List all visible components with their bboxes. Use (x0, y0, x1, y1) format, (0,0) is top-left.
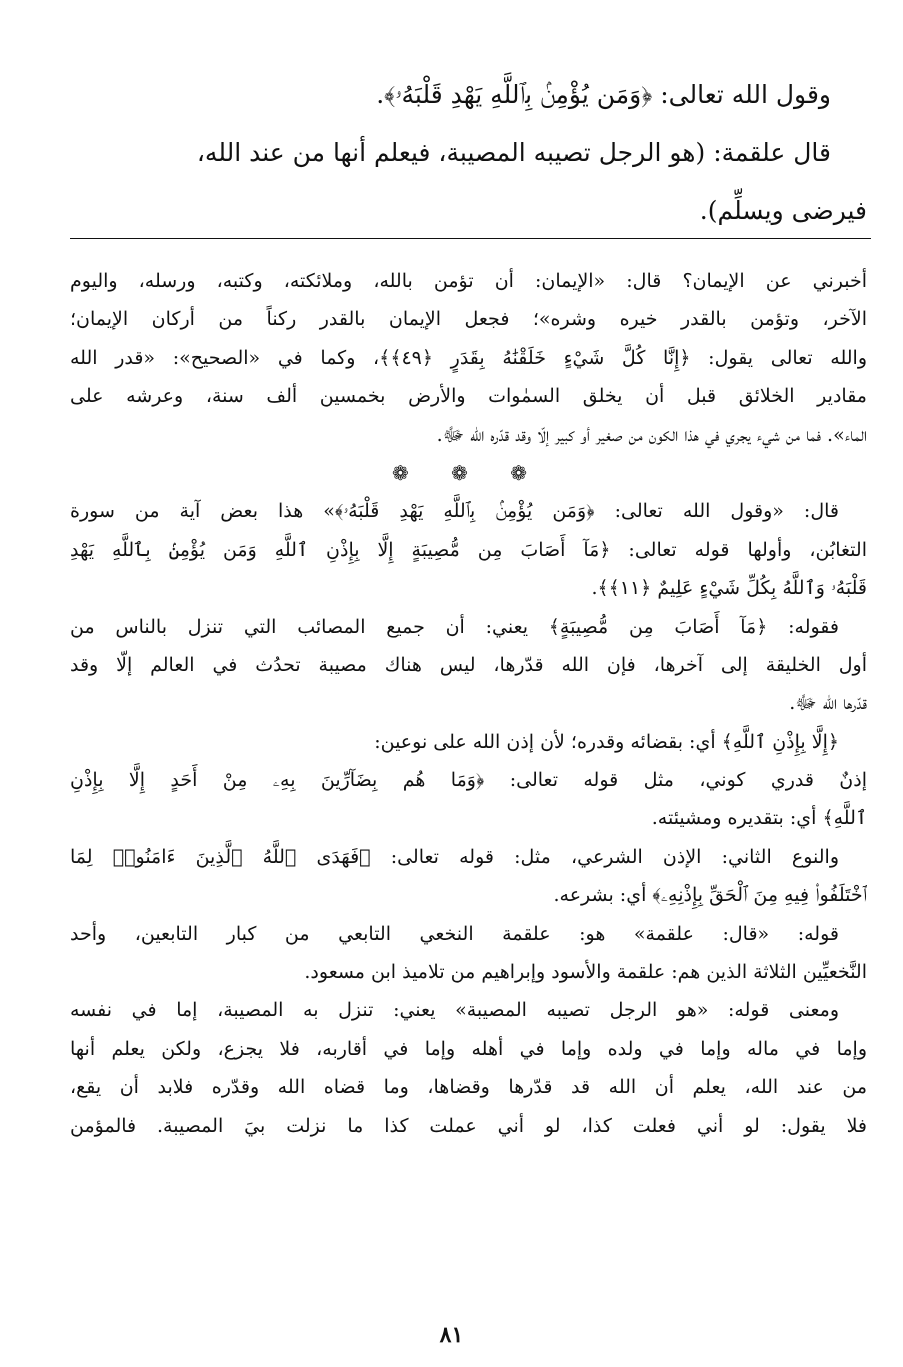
text-line: والنوع الثاني: الإذن الشرعي، مثل: قوله تعالى: ﴿فَهَدَى ٱللَّهُ ٱلَّذِينَ ءَامَنُوا۟ لِمَا (70, 845, 839, 868)
text-line: وإما في ماله وإما في ولده وإما في أهله وإما في أقاربه، فلا يجزع، ولكن يعلم أنها (70, 1037, 867, 1060)
text-line: قال علقمة: (هو الرجل تصيبه المصيبة، فيعلم أنها من عند الله، (196, 138, 831, 167)
ornament-divider: ❁ ❁ ❁ (392, 460, 545, 485)
page-number: ٨١ (439, 1322, 464, 1348)
commentary-text (70, 262, 867, 1145)
chapter-text (70, 66, 867, 240)
text-line: قدّرها الله ﷻ. (789, 692, 867, 715)
text-line: النَّخعيِّين الثلاثة الذين هم: علقمة والأسود وإبراهيم من تلاميذ ابن مسعود. (304, 961, 867, 984)
text-line: الآخر، وتؤمن بالقدر خيره وشره»؛ فجعل الإيمان بالقدر ركناً من أركان الإيمان؛ (70, 308, 867, 331)
text-line: فلا يقول: لو أني فعلت كذا، لو أني عملت كذا ما نزلت بيَ المصيبة. فالمؤمن (70, 1114, 867, 1137)
text-line: ٱللَّهِ﴾ أي: بتقديره ومشيئته. (651, 807, 867, 830)
text-line: أول الخليقة إلى آخرها، فإن الله قدّرها، ليس هناك مصيبة تحدُث في العالم إلّا وقد (70, 653, 867, 676)
text-line: ٱخْتَلَفُوا۟ فِيهِ مِنَ ٱلْحَقِّ بِإِذْنِهِۦ﴾ أي: بشرعه. (553, 884, 867, 907)
text-line: والله تعالى يقول: ﴿إِنَّا كُلَّ شَيْءٍ خَلَقْنَٰهُ بِقَدَرٍ ﴿٤٩﴾﴾، وكما في «الصحيح»: «قدر الله (70, 346, 867, 369)
text-line: قال: «وقول الله تعالى: ﴿وَمَن يُؤْمِنۢ بِٱللَّهِ يَهْدِ قَلْبَهُۥ﴾» هذا بعض آية من سورة (70, 500, 839, 523)
text-line: قَلْبَهُۥ وَٱللَّهُ بِكُلِّ شَيْءٍ عَلِيمٌ ﴿١١﴾﴾. (591, 577, 867, 600)
section-divider (70, 238, 871, 239)
text-line: وقول الله تعالى: ﴿وَمَن يُؤْمِنۢ بِٱللَّهِ يَهْدِ قَلْبَهُۥ﴾. (376, 80, 831, 109)
text-line: أخبرني عن الإيمان؟ قال: «الإيمان: أن تؤمن بالله، وملائكته، وكتبه، ورسله، واليوم (70, 270, 867, 292)
text-line: الماء». فما من شيء يجري في هذا الكون من صغير أو كبير إلّا وقد قدّره الله ﷻ. (436, 423, 867, 446)
text-line: قوله: «قال: علقمة» هو: علقمة النخعي التابعي من كبار التابعين، وأحد (70, 922, 839, 945)
text-line: فقوله: ﴿مَآ أَصَابَ مِن مُّصِيبَةٍ﴾ يعني: أن جميع المصائب التي تنزل بالناس من (70, 615, 839, 638)
text-line: إذنٌ قدري كوني، مثل قوله تعالى: ﴿وَمَا هُم بِضَآرِّينَ بِهِۦ مِنْ أَحَدٍ إِلَّا بِإِذْنِ (70, 769, 867, 792)
text-line: التغابُن، وأولها قوله تعالى: ﴿مَآ أَصَابَ مِن مُّصِيبَةٍ إِلَّا بِإِذْنِ ٱللَّهِ وَمَن يُؤْمِنۢ بِٱللَّهِ يَهْدِ (70, 538, 867, 561)
text-line: مقادير الخلائق قبل أن يخلق السمٰوات والأرض بخمسين ألف سنة، وعرشه على (70, 385, 867, 408)
text-line: ﴿إِلَّا بِإِذْنِ ٱللَّهِ﴾ أي: بقضائه وقدره؛ لأن إذن الله على نوعين: (374, 730, 839, 753)
text-line: من عند الله، يعلم أن الله قد قدّرها وقضاها، وما قضاه الله وقدّره فلابد أن يقع، (70, 1076, 867, 1099)
text-line: ومعنى قوله: «هو الرجل تصيبه المصيبة» يعني: تنزل به المصيبة، إما في نفسه (70, 999, 839, 1022)
text-line: فيرضى ويسلِّم). (699, 196, 867, 225)
